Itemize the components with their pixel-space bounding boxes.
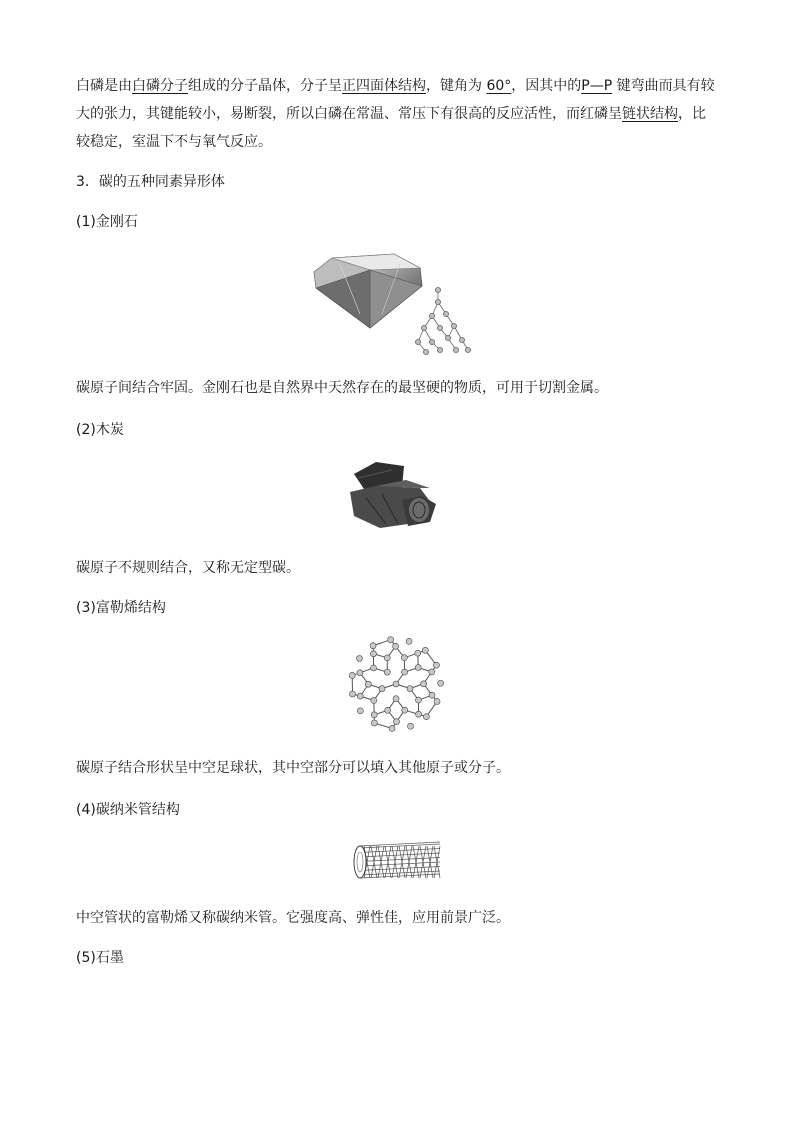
paragraph-text: ，键角为 [426, 78, 487, 94]
underlined-text: 60° [486, 78, 512, 94]
fullerene-atom [416, 711, 422, 717]
fullerene-atom [389, 725, 395, 731]
item-text-fullerene: 碳原子结合形状呈中空足球状，其中空部分可以填入其他原子或分子。 [76, 760, 510, 776]
fullerene-atom [357, 670, 363, 676]
item-heading-graphite: (5)石墨 [76, 950, 124, 966]
fullerene-atom [357, 693, 363, 699]
fullerene-atom [429, 692, 435, 698]
fullerene-atom [438, 680, 444, 686]
fullerene-atom [393, 696, 399, 702]
fullerene-atom [407, 723, 413, 729]
fullerene-atom [349, 672, 355, 678]
fullerene-atom [393, 643, 399, 649]
fullerene-atom [406, 638, 412, 644]
fullerene-atom [402, 669, 408, 675]
fullerene-atom [365, 681, 371, 687]
fullerene-atom [429, 669, 435, 675]
fullerene-atom [370, 651, 376, 657]
nanotube-lattice-line [360, 853, 440, 857]
fullerene-atom [434, 698, 440, 704]
fullerene-atom [371, 712, 377, 718]
fullerene-atom [421, 681, 427, 687]
fullerene-atom [422, 647, 428, 653]
nanotube-lattice-line [360, 842, 440, 846]
underlined-text: P—P [581, 78, 613, 94]
fullerene-icon [346, 634, 446, 734]
fullerene-atom [388, 637, 394, 643]
nanotube-lattice-line [360, 862, 440, 866]
item-heading-diamond: (1)金刚石 [76, 214, 138, 230]
paragraph-text: ，比较稳定，室温下不与氧气反应。 [76, 106, 706, 150]
fullerene-atom [384, 655, 390, 661]
fullerene-atom [385, 707, 391, 713]
paragraph-text: 白磷是由 [76, 78, 132, 94]
item-text-diamond: 碳原子间结合牢固。金刚石也是自然界中天然存在的最坚硬的物质，可用于切割金属。 [76, 380, 608, 396]
item-text-charcoal: 碳原子不规则结合，又称无定型碳。 [76, 560, 300, 576]
section-heading: 3．碳的五种同素异形体 [76, 174, 225, 190]
item-heading-fullerene: (3)富勒烯结构 [76, 600, 166, 616]
underlined-text: 链状结构 [622, 106, 678, 122]
charcoal-icon [346, 458, 440, 534]
fullerene-atom [402, 707, 408, 713]
fullerene-atom [423, 714, 429, 720]
fullerene-atom [393, 719, 399, 725]
diamond-icon [310, 250, 480, 356]
fullerene-atom [370, 643, 376, 649]
paragraph-text: 键弯曲而具有较大的张力，其键能较小，易断裂，所以白磷在常温、常压下有很高的反应活性，而红磷呈 [76, 78, 715, 122]
fullerene-atom [407, 685, 413, 691]
nanotube-lattice-line [360, 858, 440, 862]
fullerene-atom [350, 691, 356, 697]
fullerene-atom [415, 650, 421, 656]
fullerene-atom [415, 697, 421, 703]
white-phosphorus-paragraph [76, 72, 718, 156]
fullerene-figure [346, 634, 446, 734]
fullerene-atom [371, 697, 377, 703]
fullerene-atom [371, 665, 377, 671]
fullerene-atom [356, 655, 362, 661]
diamond-figure [310, 250, 480, 356]
fullerene-atom [357, 708, 363, 714]
fullerene-atom [371, 720, 377, 726]
underlined-text: 白磷分子 [132, 78, 188, 94]
fullerene-atom [393, 681, 399, 687]
fullerene-atom [401, 655, 407, 661]
item-heading-charcoal: (2)木炭 [76, 422, 124, 438]
fullerene-atom [433, 662, 439, 668]
nanotube-lattice-line [360, 867, 440, 871]
paragraph-text: ，因其中的 [511, 78, 582, 94]
charcoal-figure [346, 458, 440, 534]
item-heading-nanotube: (4)碳纳米管结构 [76, 802, 180, 818]
nanotube-icon [352, 838, 444, 884]
fullerene-atom [379, 686, 385, 692]
underlined-text: 正四面体结构 [342, 78, 426, 94]
item-text-nanotube: 中空管状的富勒烯又称碳纳米管。它强度高、弹性佳，应用前景广泛。 [76, 910, 510, 926]
paragraph-text: 组成的分子晶体，分子呈 [188, 78, 342, 94]
nanotube-lattice-line [360, 844, 440, 848]
nanotube-figure [352, 838, 444, 884]
fullerene-atom [384, 669, 390, 675]
fullerene-atom [415, 665, 421, 671]
